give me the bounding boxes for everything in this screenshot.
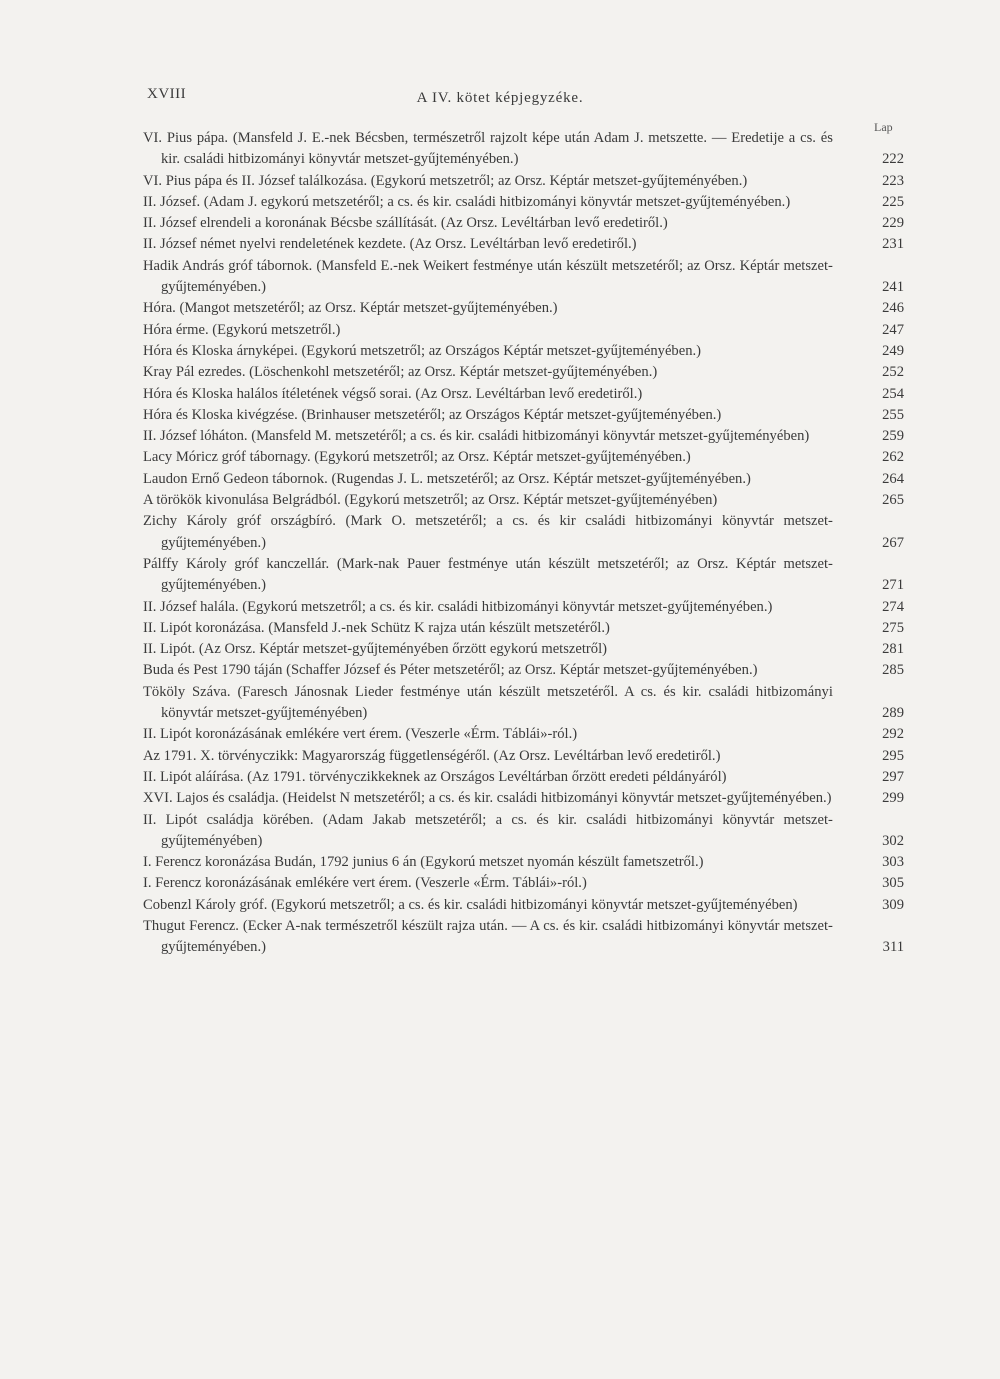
entry-title: Hadik András gróf tábornok. (Mansfeld E.-nek Weikert festménye után készült metszetéről; az Orsz. Képtár metszet-gyűjteményében.) (143, 257, 833, 296)
entry-title: Thugut Ferencz. (Ecker A-nak természetről készült rajza után. — A cs. és kir. családi hitbizományi könyvtár metszet-gyűjteményében.) (143, 917, 833, 956)
list-item (143, 852, 906, 873)
illustration-list (143, 128, 906, 959)
entry-page-number: 246 (882, 300, 904, 317)
entry-title: Hóra és Kloska árnyképei. (Egykorú metszetről; az Országos Képtár metszet-gyűjteményében.) (143, 342, 702, 359)
entry-page-number: 265 (882, 492, 904, 509)
entry-page-number: 222 (882, 151, 904, 168)
list-item (143, 320, 906, 341)
list-item (143, 724, 906, 745)
list-item (143, 298, 906, 319)
entry-title: A törökök kivonulása Belgrádból. (Egykorú metszetről; az Orsz. Képtár metszet-gyűjteményében) (143, 492, 718, 509)
entry-title: II. József. (Adam J. egykorú metszetéről; a cs. és kir. családi hitbizományi könyvtár metszet-gyűjteményében.) (143, 193, 791, 210)
entry-title: Tököly Száva. (Faresch Jánosnak Lieder festménye után készült metszetéről. A cs. és kir. családi hitbizományi könyvtár metszet-gyűjteményében) (143, 683, 833, 722)
entry-page-number: 297 (882, 768, 904, 785)
list-item (143, 234, 906, 255)
entry-page-number: 247 (882, 321, 904, 338)
entry-title: Hóra érme. (Egykorú metszetről.) (143, 321, 341, 338)
entry-page-number: 225 (882, 193, 904, 210)
entry-page-number: 255 (882, 406, 904, 423)
entry-title: II. József német nyelvi rendeletének kezdete. (Az Orsz. Levéltárban levő eredetiről.) (143, 236, 637, 253)
entry-title: Zichy Károly gróf országbíró. (Mark O. metszetéről; a cs. és kir családi hitbizományi könyvtár metszet-gyűjteményében.) (143, 513, 833, 551)
list-item (143, 916, 906, 959)
list-item (143, 426, 906, 447)
list-item (143, 384, 906, 405)
entry-title: II. József halála. (Egykorú metszetről; a cs. és kir. családi hitbizományi könyvtár metszet-gyűjteményében.) (143, 598, 773, 615)
entry-page-number: 305 (882, 875, 904, 892)
entry-title: Kray Pál ezredes. (Löschenkohl metszetéről; az Orsz. Képtár metszet-gyűjteményében.) (143, 364, 658, 381)
entry-title: II. József lóháton. (Mansfeld M. metszetéről; a cs. és kir. családi hitbizományi könyvtár metszet-gyűjteményében) (143, 428, 810, 445)
entry-page-number: 299 (882, 790, 904, 807)
list-item (143, 554, 906, 597)
entry-title: Hóra és Kloska kivégzése. (Brinhauser metszetéről; az Országos Képtár metszet-gyűjteményében.) (143, 406, 722, 423)
entry-page-number: 295 (882, 747, 904, 764)
entry-title: Lacy Móricz gróf tábornagy. (Egykorú metszetről; az Orsz. Képtár metszet-gyűjteményében.) (143, 449, 691, 466)
list-item (143, 746, 906, 767)
entry-page-number: 303 (882, 854, 904, 871)
entry-title: XVI. Lajos és családja. (Heidelst N metszetéről; a cs. és kir. családi hitbizományi könyvtár metszet-gyűjteményében.) (143, 790, 832, 807)
list-item (143, 490, 906, 511)
entry-page-number: 285 (882, 662, 904, 679)
entry-page-number: 264 (882, 470, 904, 487)
list-item (143, 873, 906, 894)
list-item (143, 213, 906, 234)
entry-title: I. Ferencz koronázása Budán, 1792 junius 6 án (Egykorú metszet nyomán készült fametszetről.) (143, 854, 704, 871)
list-item (143, 405, 906, 426)
entry-page-number: 275 (882, 619, 904, 636)
list-item (143, 128, 906, 171)
entry-title: Az 1791. X. törvényczikk: Magyarország függetlenségéről. (Az Orsz. Levéltárban levő eredetiről.) (143, 747, 721, 764)
list-item (143, 192, 906, 213)
entry-page-number: 281 (882, 641, 904, 658)
entry-title: Hóra és Kloska halálos ítéletének végső sorai. (Az Orsz. Levéltárban levő eredetiről.) (143, 385, 643, 402)
entry-title: Hóra. (Mangot metszetéről; az Orsz. Képtár metszet-gyűjteményében.) (143, 300, 558, 317)
list-item (143, 618, 906, 639)
list-item (143, 660, 906, 681)
list-item (143, 511, 906, 554)
entry-page-number: 223 (882, 172, 904, 189)
entry-page-number: 302 (882, 832, 904, 849)
page-column-label: Lap (874, 120, 893, 134)
entry-page-number: 274 (882, 598, 904, 615)
list-item (143, 810, 906, 853)
entry-title: Pálffy Károly gróf kanczellár. (Mark-nak Pauer festménye után készült metszetéről; az Orsz. Képtár metszet-gyűjteményében.) (143, 555, 833, 594)
list-item (143, 341, 906, 362)
entry-page-number: 254 (882, 385, 904, 402)
list-item (143, 767, 906, 788)
entry-page-number: 241 (882, 279, 904, 296)
list-item (143, 597, 906, 618)
entry-title: VI. Pius pápa. (Mansfeld J. E.-nek Bécsben, természetről rajzolt képe után Adam J. metszette. — Eredetije a cs. és kir. családi hitbizományi könyvtár metszet-gyűjteményében.) (143, 130, 833, 168)
entry-page-number: 259 (882, 428, 904, 445)
entry-title: Buda és Pest 1790 táján (Schaffer József és Péter metszetéről; az Orsz. Képtár metszet-gyűjteményében.) (143, 662, 758, 679)
list-item (143, 362, 906, 383)
list-item (143, 895, 906, 916)
entry-page-number: 271 (882, 577, 904, 594)
entry-title: II. Lipót aláírása. (Az 1791. törvényczikkeknek az Országos Levéltárban őrzött eredeti példányáról) (143, 768, 727, 785)
entry-title: II. Lipót koronázásának emlékére vert érem. (Veszerle «Érm. Táblái»-ról.) (143, 726, 578, 743)
entry-page-number: 249 (882, 342, 904, 359)
entry-title: I. Ferencz koronázásának emlékére vert érem. (Veszerle «Érm. Táblái»-ról.) (143, 875, 587, 892)
list-item (143, 447, 906, 468)
entry-title: II. József elrendeli a koronának Bécsbe szállítását. (Az Orsz. Levéltárban levő eredetiről.) (143, 215, 668, 232)
entry-page-number: 229 (882, 215, 904, 232)
running-head: A IV. kötet képjegyzéke. (416, 90, 584, 106)
list-item (143, 682, 906, 725)
entry-page-number: 231 (882, 236, 904, 253)
entry-title: II. Lipót. (Az Orsz. Képtár metszet-gyűjteményében őrzött egykorú metszetről) (143, 641, 607, 658)
entry-title: II. Lipót családja körében. (Adam Jakab metszetéről; a cs. és kir. családi hitbizományi könyvtár metszet-gyűjteményében) (143, 811, 833, 849)
entry-page-number: 289 (882, 705, 904, 722)
entry-title: Cobenzl Károly gróf. (Egykorú metszetről; a cs. és kir. családi hitbizományi könyvtár metszet-gyűjteményében) (143, 896, 798, 913)
page-number: XVIII (147, 86, 187, 102)
entry-title: II. Lipót koronázása. (Mansfeld J.-nek Schütz K rajza után készült metszetéről.) (143, 619, 610, 636)
list-item (143, 469, 906, 490)
entry-page-number: 309 (882, 896, 904, 913)
entry-title: VI. Pius pápa és II. József találkozása. (Egykorú metszetről; az Orsz. Képtár metszet-gyűjteményében.) (143, 172, 748, 189)
list-item (143, 256, 906, 299)
list-item (143, 788, 906, 809)
entry-title: Laudon Ernő Gedeon tábornok. (Rugendas J. L. metszetéről; az Orsz. Képtár metszet-gyűjteményében.) (143, 470, 751, 487)
entry-page-number: 311 (882, 939, 904, 956)
list-item (143, 639, 906, 660)
entry-page-number: 252 (882, 364, 904, 381)
list-item (143, 171, 906, 192)
entry-page-number: 292 (882, 726, 904, 743)
entry-page-number: 262 (882, 449, 904, 466)
entry-page-number: 267 (882, 534, 904, 551)
